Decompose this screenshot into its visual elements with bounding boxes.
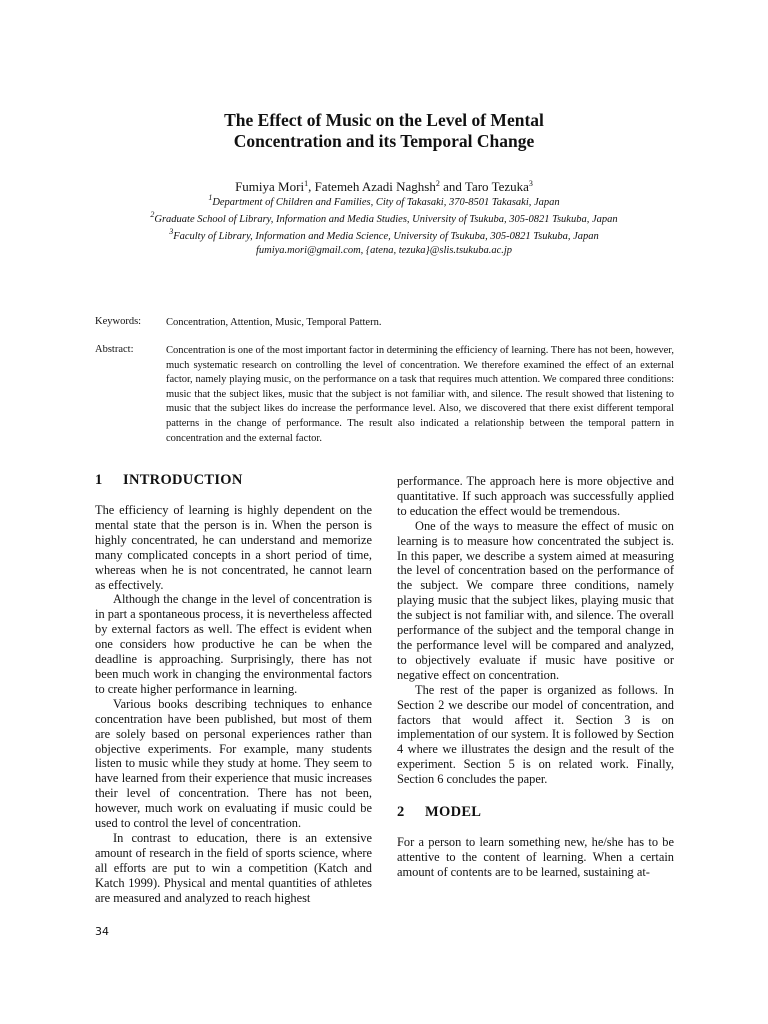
paragraph: The rest of the paper is organized as follows. In Section 2 we describe our model of concentration, and factors that would affect it. Section 3 is on implementation of our system. It is followed by Section 4 where we illustrates the design and the result of the experiment. Section 5 is on related work. Finally, Section 6 concludes the paper.: [397, 682, 674, 787]
left-column-text: [95, 503, 372, 905]
paragraph: One of the ways to measure the effect of music on learning is to measure how concentrated the subject is. In this paper, we describe a system aimed at measuring the level of concentration based on the performance of the subject. We compare three conditions, namely playing music that the subject likes, playing music that the subject is not familiar with, and silence. The overall performance of the subject and the temporal change in the performance level will be compared and analyzed, to objectively evaluate if music have positive or negative effect on concentration.: [397, 518, 674, 682]
page-number: 34: [95, 925, 109, 938]
affiliation-1: [0, 193, 768, 210]
paragraph: The efficiency of learning is highly dependent on the mental state that the person is in. When the person is highly concentrated, he can understand and memorize many complicated concepts in a short period of time, whereas when he is not concentrated, he cannot learn as effectively.: [95, 503, 372, 592]
author-emails: fumiya.mori@gmail.com, {atena, tezuka}@slis.tsukuba.ac.jp: [255, 245, 513, 256]
affiliation-sup: 2: [150, 210, 155, 219]
section-number: 1: [95, 472, 103, 488]
affiliation-3: [0, 227, 768, 244]
paragraph: Although the change in the level of concentration is in part a spontaneous process, it is nevertheless affected by external factors as well. The effect is evident when one considers how productive he can be when the deadline is approaching. Surprisingly, there has not been much work in changing the environmental factors to create higher performance in learning.: [95, 592, 372, 696]
author-sup: 1: [304, 179, 309, 188]
abstract-label: Abstract:: [95, 344, 134, 355]
keywords-label: Keywords:: [95, 316, 142, 327]
title-line-2: Concentration and its Temporal Change: [233, 131, 535, 151]
author-list: [0, 179, 768, 195]
section-title: INTRODUCTION: [123, 472, 243, 488]
right-column-text: [397, 474, 674, 787]
author-sup: 3: [528, 179, 533, 188]
author-name: Fatemeh Azadi Naghsh: [314, 179, 436, 194]
paper-title: [0, 110, 768, 152]
model-section-text: [397, 835, 674, 880]
author-sup: 2: [435, 179, 440, 188]
paragraph: In contrast to education, there is an extensive amount of research in the field of sports science, where all efforts are put to win a competition (Katch and Katch 1999). Physical and mental quantities of athletes are measured and analyzed to reach highest: [95, 830, 372, 905]
affiliation-text: Department of Children and Families, City of Takasaki, 370-8501 Takasaki, Japan: [212, 197, 560, 208]
author-name: Taro Tezuka: [464, 179, 529, 194]
affiliation-sup: 3: [169, 227, 174, 236]
author-name: Fumiya Mori: [235, 179, 305, 194]
affiliation-2: [0, 210, 768, 227]
section-number: 2: [397, 804, 405, 820]
section-heading-model: [397, 804, 481, 821]
affiliation-text: Faculty of Library, Information and Media Science, University of Tsukuba, 305-0821 Tsukuba, Japan: [173, 231, 599, 242]
author-separator: and: [439, 179, 465, 194]
abstract-text: Concentration is one of the most important factor in determining the efficiency of learning. There has not been, however, much systematic research on controlling the level of concentration. We therefore examined the effect of an external factor, namely playing music, on the performance on a task that requires much attention. We compared three conditions: music that the subject likes, music that the subject is not familiar with, and silence. The result showed that listening to music that the subject likes do increase the performance level. Also, we discovered that there exist different temporal patterns in the change of performance. The result also indicated a relationship between the temporal pattern in concentration and the external factor.: [166, 345, 674, 444]
title-line-1: The Effect of Music on the Level of Mental: [224, 110, 544, 130]
affiliation-text: Graduate School of Library, Information and Media Studies, University of Tsukuba, 305-0821 Tsukuba, Japan: [154, 214, 618, 225]
affiliation-sup: 1: [208, 193, 213, 202]
keywords-text: Concentration, Attention, Music, Temporal Pattern.: [166, 317, 382, 328]
paragraph: For a person to learn something new, he/she has to be attentive to the content of learning. When a certain amount of contents are to be learned, sustaining at-: [397, 835, 674, 879]
paragraph: Various books describing techniques to enhance concentration have been published, but most of them are solely based on personal experiences rather than objective experiments. For example, many students listen to music while they study at home. They seem to have learned from their experience that music increases their level of concentration. There has not been, however, much work on evaluating if music could be used to control the level of concentration.: [95, 696, 372, 831]
section-title: MODEL: [425, 804, 482, 820]
section-heading-introduction: [95, 472, 243, 489]
paragraph: performance. The approach here is more objective and quantitative. If such approach was successfully applied to education the effect would be tremendous.: [397, 474, 674, 518]
author-separator: ,: [308, 179, 315, 194]
